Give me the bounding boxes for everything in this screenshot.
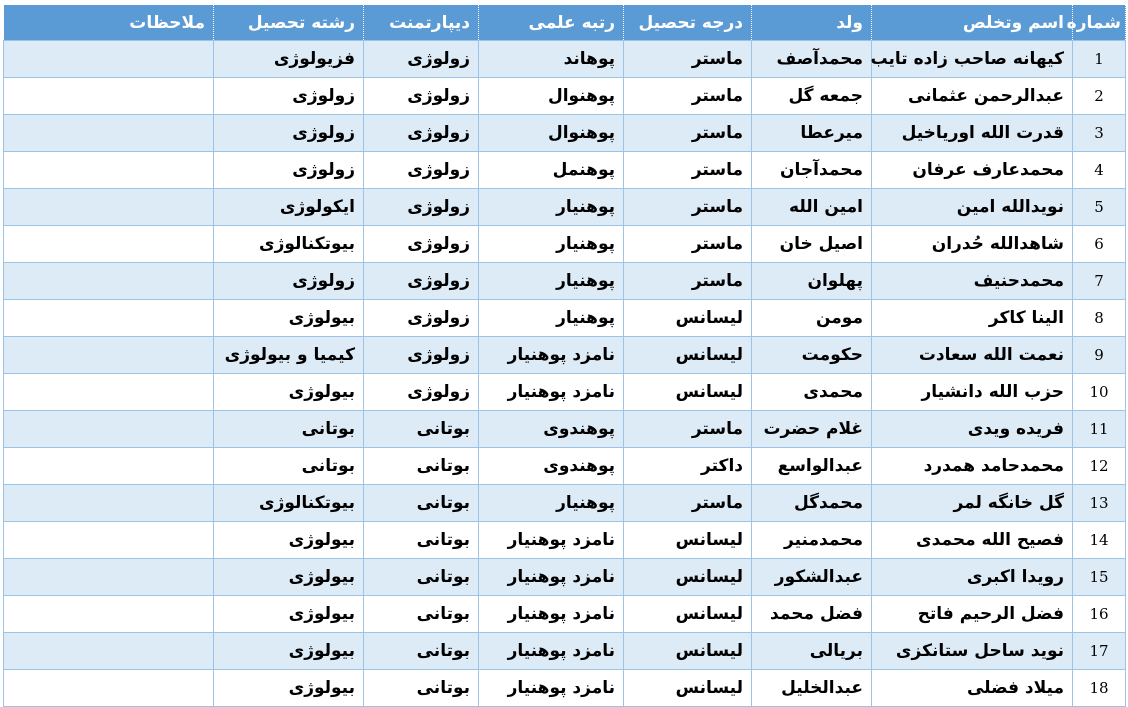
cell-number[interactable]: 2: [1073, 78, 1126, 115]
cell-rank[interactable]: پوهنیار: [479, 263, 624, 300]
cell-degree[interactable]: لیسانس: [624, 559, 752, 596]
cell-notes[interactable]: [4, 633, 214, 670]
cell-name[interactable]: رویدا اکبری: [872, 559, 1073, 596]
cell-field[interactable]: بیولوژی: [214, 670, 364, 707]
cell-field[interactable]: بیوتکنالوژی: [214, 226, 364, 263]
cell-rank[interactable]: پوهندوی: [479, 448, 624, 485]
cell-father[interactable]: بریالی: [752, 633, 872, 670]
cell-number[interactable]: 8: [1073, 300, 1126, 337]
cell-number[interactable]: 1: [1073, 41, 1126, 78]
table-row: [4, 337, 1126, 374]
cell-number[interactable]: 17: [1073, 633, 1126, 670]
cell-field[interactable]: بوتانی: [214, 448, 364, 485]
header-department[interactable]: دیپارتمنت: [364, 5, 479, 41]
cell-rank[interactable]: نامزد پوهنیار: [479, 559, 624, 596]
faculty-roster-table: [3, 4, 1126, 707]
cell-field[interactable]: بیولوژی: [214, 374, 364, 411]
cell-father[interactable]: عبدالواسع: [752, 448, 872, 485]
table-row: [4, 263, 1126, 300]
cell-department[interactable]: زولوژی: [364, 263, 479, 300]
cell-degree[interactable]: ماستر: [624, 485, 752, 522]
header-degree[interactable]: درجه تحصیل: [624, 5, 752, 41]
cell-field[interactable]: بوتانی: [214, 411, 364, 448]
cell-number[interactable]: 5: [1073, 189, 1126, 226]
table-row: [4, 448, 1126, 485]
cell-father[interactable]: محمدگل: [752, 485, 872, 522]
cell-degree[interactable]: لیسانس: [624, 300, 752, 337]
cell-field[interactable]: فزیولوژی: [214, 41, 364, 78]
table-row: [4, 152, 1126, 189]
cell-rank[interactable]: پوهنمل: [479, 152, 624, 189]
cell-father[interactable]: میرعطا: [752, 115, 872, 152]
cell-number[interactable]: 12: [1073, 448, 1126, 485]
cell-father[interactable]: امین الله: [752, 189, 872, 226]
cell-field[interactable]: بیولوژی: [214, 522, 364, 559]
cell-field[interactable]: بیولوژی: [214, 633, 364, 670]
cell-number[interactable]: 11: [1073, 411, 1126, 448]
cell-notes[interactable]: [4, 152, 214, 189]
table-row: [4, 411, 1126, 448]
cell-father[interactable]: فضل محمد: [752, 596, 872, 633]
cell-notes[interactable]: [4, 337, 214, 374]
cell-degree[interactable]: ماستر: [624, 78, 752, 115]
cell-rank[interactable]: پوهاند: [479, 41, 624, 78]
cell-notes[interactable]: [4, 189, 214, 226]
cell-rank[interactable]: پوهنوال: [479, 115, 624, 152]
cell-notes[interactable]: [4, 78, 214, 115]
cell-department[interactable]: بوتانی: [364, 522, 479, 559]
cell-department[interactable]: بوتانی: [364, 596, 479, 633]
cell-father[interactable]: غلام حضرت: [752, 411, 872, 448]
cell-father[interactable]: حکومت: [752, 337, 872, 374]
cell-number[interactable]: 18: [1073, 670, 1126, 707]
cell-notes[interactable]: [4, 263, 214, 300]
cell-degree[interactable]: ماستر: [624, 226, 752, 263]
cell-rank[interactable]: نامزد پوهنیار: [479, 670, 624, 707]
header-rank[interactable]: رتبه علمی: [479, 5, 624, 41]
cell-rank[interactable]: پوهندوی: [479, 411, 624, 448]
cell-department[interactable]: زولوژی: [364, 226, 479, 263]
header-field[interactable]: رشته تحصیل: [214, 5, 364, 41]
cell-field[interactable]: ایکولوژی: [214, 189, 364, 226]
cell-degree[interactable]: لیسانس: [624, 522, 752, 559]
cell-notes[interactable]: [4, 522, 214, 559]
table-row: [4, 596, 1126, 633]
cell-name[interactable]: کیهانه صاحب زاده تایب: [872, 41, 1073, 78]
cell-name[interactable]: نوید ساحل ستانکزی: [872, 633, 1073, 670]
cell-field[interactable]: زولوژی: [214, 263, 364, 300]
table-row: [4, 115, 1126, 152]
cell-name[interactable]: الینا کاکر: [872, 300, 1073, 337]
cell-department[interactable]: بوتانی: [364, 670, 479, 707]
cell-department[interactable]: بوتانی: [364, 448, 479, 485]
cell-father[interactable]: عبدالخلیل: [752, 670, 872, 707]
cell-father[interactable]: جمعه گل: [752, 78, 872, 115]
cell-name[interactable]: نعمت الله سعادت: [872, 337, 1073, 374]
cell-degree[interactable]: لیسانس: [624, 374, 752, 411]
header-row: [4, 5, 1126, 41]
cell-notes[interactable]: [4, 485, 214, 522]
cell-degree[interactable]: ماستر: [624, 41, 752, 78]
cell-field[interactable]: بیولوژی: [214, 596, 364, 633]
cell-degree[interactable]: لیسانس: [624, 596, 752, 633]
cell-name[interactable]: محمدعارف عرفان: [872, 152, 1073, 189]
cell-field[interactable]: بیولوژی: [214, 300, 364, 337]
table-row: [4, 633, 1126, 670]
cell-notes[interactable]: [4, 559, 214, 596]
cell-name[interactable]: نویدالله امین: [872, 189, 1073, 226]
cell-department[interactable]: بوتانی: [364, 411, 479, 448]
cell-father[interactable]: محمدمنیر: [752, 522, 872, 559]
cell-name[interactable]: محمدحنیف: [872, 263, 1073, 300]
cell-number[interactable]: 3: [1073, 115, 1126, 152]
cell-rank[interactable]: پوهنیار: [479, 189, 624, 226]
cell-number[interactable]: 10: [1073, 374, 1126, 411]
cell-degree[interactable]: ماستر: [624, 189, 752, 226]
cell-field[interactable]: زولوژی: [214, 152, 364, 189]
cell-notes[interactable]: [4, 226, 214, 263]
cell-rank[interactable]: نامزد پوهنیار: [479, 374, 624, 411]
cell-field[interactable]: کیمیا و بیولوژی: [214, 337, 364, 374]
cell-degree[interactable]: ماستر: [624, 152, 752, 189]
cell-notes[interactable]: [4, 411, 214, 448]
cell-number[interactable]: 15: [1073, 559, 1126, 596]
header-notes[interactable]: ملاحظات: [4, 5, 214, 41]
cell-department[interactable]: زولوژی: [364, 300, 479, 337]
cell-name[interactable]: محمدحامد همدرد: [872, 448, 1073, 485]
cell-name[interactable]: گل خانگه لمر: [872, 485, 1073, 522]
table-row: [4, 226, 1126, 263]
cell-department[interactable]: زولوژی: [364, 189, 479, 226]
cell-notes[interactable]: [4, 596, 214, 633]
cell-field[interactable]: زولوژی: [214, 115, 364, 152]
cell-name[interactable]: فریده ویدی: [872, 411, 1073, 448]
cell-department[interactable]: بوتانی: [364, 485, 479, 522]
table-row: [4, 559, 1126, 596]
cell-department[interactable]: زولوژی: [364, 78, 479, 115]
cell-degree[interactable]: ماستر: [624, 411, 752, 448]
cell-degree[interactable]: لیسانس: [624, 670, 752, 707]
table-row: [4, 374, 1126, 411]
cell-name[interactable]: فصیح الله محمدی: [872, 522, 1073, 559]
cell-rank[interactable]: پوهنیار: [479, 485, 624, 522]
cell-notes[interactable]: [4, 448, 214, 485]
table-row: [4, 78, 1126, 115]
table-row: [4, 485, 1126, 522]
cell-rank[interactable]: پوهنوال: [479, 78, 624, 115]
cell-notes[interactable]: [4, 115, 214, 152]
cell-department[interactable]: زولوژی: [364, 115, 479, 152]
cell-father[interactable]: محمدآجان: [752, 152, 872, 189]
header-name[interactable]: اسم وتخلص: [872, 5, 1073, 41]
cell-number[interactable]: 9: [1073, 337, 1126, 374]
cell-degree[interactable]: لیسانس: [624, 633, 752, 670]
cell-number[interactable]: 13: [1073, 485, 1126, 522]
cell-number[interactable]: 7: [1073, 263, 1126, 300]
cell-number[interactable]: 6: [1073, 226, 1126, 263]
cell-field[interactable]: زولوژی: [214, 78, 364, 115]
header-father[interactable]: ولد: [752, 5, 872, 41]
cell-name[interactable]: شاهدالله حُدران: [872, 226, 1073, 263]
table-row: [4, 300, 1126, 337]
table-row: [4, 522, 1126, 559]
cell-number[interactable]: 14: [1073, 522, 1126, 559]
cell-name[interactable]: قدرت الله اوریاخیل: [872, 115, 1073, 152]
cell-notes[interactable]: [4, 41, 214, 78]
header-number[interactable]: شماره: [1073, 5, 1126, 41]
table-row: [4, 670, 1126, 707]
cell-department[interactable]: زولوژی: [364, 337, 479, 374]
cell-name[interactable]: عبدالرحمن عثمانی: [872, 78, 1073, 115]
cell-father[interactable]: مومن: [752, 300, 872, 337]
table-body: [4, 41, 1126, 707]
cell-notes[interactable]: [4, 300, 214, 337]
cell-degree[interactable]: داکتر: [624, 448, 752, 485]
cell-number[interactable]: 16: [1073, 596, 1126, 633]
cell-department[interactable]: بوتانی: [364, 559, 479, 596]
cell-rank[interactable]: پوهنیار: [479, 226, 624, 263]
cell-degree[interactable]: ماستر: [624, 115, 752, 152]
cell-rank[interactable]: نامزد پوهنیار: [479, 337, 624, 374]
cell-notes[interactable]: [4, 374, 214, 411]
cell-father[interactable]: محمدآصف: [752, 41, 872, 78]
cell-father[interactable]: محمدی: [752, 374, 872, 411]
table-row: [4, 41, 1126, 78]
table-row: [4, 189, 1126, 226]
cell-rank[interactable]: نامزد پوهنیار: [479, 633, 624, 670]
cell-name[interactable]: میلاد فضلی: [872, 670, 1073, 707]
cell-degree[interactable]: ماستر: [624, 263, 752, 300]
cell-department[interactable]: زولوژی: [364, 152, 479, 189]
cell-father[interactable]: پهلوان: [752, 263, 872, 300]
cell-field[interactable]: بیوتکنالوژی: [214, 485, 364, 522]
cell-field[interactable]: بیولوژی: [214, 559, 364, 596]
cell-department[interactable]: زولوژی: [364, 41, 479, 78]
cell-degree[interactable]: لیسانس: [624, 337, 752, 374]
cell-notes[interactable]: [4, 670, 214, 707]
cell-name[interactable]: حزب الله دانشیار: [872, 374, 1073, 411]
cell-father[interactable]: عبدالشکور: [752, 559, 872, 596]
cell-rank[interactable]: نامزد پوهنیار: [479, 596, 624, 633]
cell-department[interactable]: زولوژی: [364, 374, 479, 411]
cell-father[interactable]: اصیل خان: [752, 226, 872, 263]
cell-name[interactable]: فضل الرحیم فاتح: [872, 596, 1073, 633]
cell-rank[interactable]: نامزد پوهنیار: [479, 522, 624, 559]
cell-department[interactable]: بوتانی: [364, 633, 479, 670]
cell-rank[interactable]: پوهنیار: [479, 300, 624, 337]
cell-number[interactable]: 4: [1073, 152, 1126, 189]
